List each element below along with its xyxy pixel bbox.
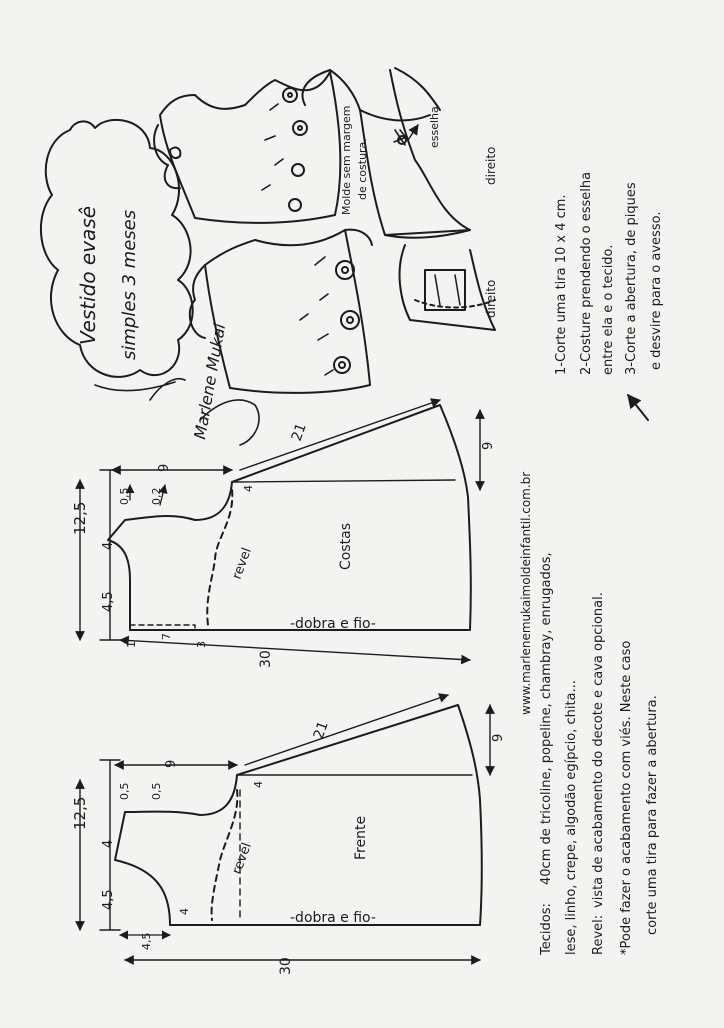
back-facing: 4 (242, 485, 255, 492)
front-side-length: 21 (310, 719, 332, 742)
back-facing-height: 3 (195, 641, 208, 648)
molde-note-line2: de costura. (356, 138, 369, 200)
front-neck-depth: 4,5 (140, 932, 153, 950)
step-2: 2-Costure prendendo o esselha (579, 171, 594, 375)
back-side-length: 21 (288, 421, 310, 444)
front-length: 30 (278, 957, 294, 975)
front-flare: 9 (491, 733, 506, 742)
revel-note-text: vista de acabamento do decote e cava opcional. (591, 592, 606, 908)
esselha-label: esselha (428, 106, 441, 148)
back-length: 30 (258, 650, 274, 668)
front-pattern (80, 695, 490, 960)
back-shoulder: 4 (101, 541, 116, 550)
back-armhole-depth: 0,2 (150, 487, 163, 505)
direito-label-top: direito (484, 146, 498, 185)
fabrics-line1: 40cm de tricoline, popeline, chambray, enrugados, (539, 552, 554, 885)
molde-note-line1: Molde sem margem (340, 105, 353, 215)
back-shoulder-drop: 0,5 (118, 487, 131, 505)
front-revel-label: revel (229, 840, 255, 877)
fabrics-label: Tecidos: (539, 903, 554, 955)
title-line1: Vestido evasê (76, 205, 100, 345)
step-3b: e desvire para o avesso. (649, 211, 664, 370)
title-cloud (41, 120, 193, 377)
fabrics-line2: lese, linho, crepe, algodão egípcio, chita... (564, 680, 579, 955)
front-piece-label: Frente (353, 815, 369, 860)
back-bust: 9 (157, 463, 172, 472)
revel-note-label: Revel: (591, 914, 606, 955)
step-2b: entre ela e o tecido. (601, 244, 616, 375)
front-shoulder: 4 (101, 839, 116, 848)
website: www.marlenemukaimoldeinfantil.com.br (519, 471, 533, 715)
back-total-width: 12,5 (71, 501, 89, 535)
front-armhole-depth: 0,5 (150, 782, 163, 800)
back-fold-label: -dobra e fio- (290, 616, 376, 632)
opening-detail-sketch (400, 245, 495, 330)
back-neck-width: 4,5 (101, 591, 116, 612)
front-fold-label: -dobra e fio- (290, 910, 376, 926)
step-3: 3-Corte a abertura, de piques (624, 182, 639, 375)
step-1: 1-Corte uma tira 10 x 4 cm. (554, 194, 569, 375)
back-revel-label: revel (229, 545, 255, 582)
back-neck-depth: 1 (125, 641, 138, 648)
front-shoulder-drop: 0,5 (118, 782, 131, 800)
back-facing-width: 7 (160, 633, 173, 640)
back-flare: 9 (481, 441, 496, 450)
steps-arrow (628, 395, 648, 420)
front-bust: 9 (164, 759, 179, 768)
front-neck-facing: 4 (178, 908, 191, 915)
dress-sketch-back (154, 72, 340, 223)
asterisk-note-line2: corte uma tira para fazer a abertura. (645, 695, 660, 935)
title-line2: simples 3 meses (119, 209, 140, 360)
signature: Marlene Mukai (190, 322, 230, 441)
dress-sketch-detail (303, 68, 470, 238)
back-pattern (80, 400, 480, 660)
front-total-width: 12,5 (71, 796, 89, 830)
asterisk-note-line1: *Pode fazer o acabamento com viés. Neste caso (619, 640, 634, 955)
front-facing: 4 (252, 781, 265, 788)
front-neck-width: 4,5 (101, 889, 116, 910)
direito-label-bottom: direito (484, 279, 498, 318)
back-piece-label: Costas (338, 523, 354, 570)
